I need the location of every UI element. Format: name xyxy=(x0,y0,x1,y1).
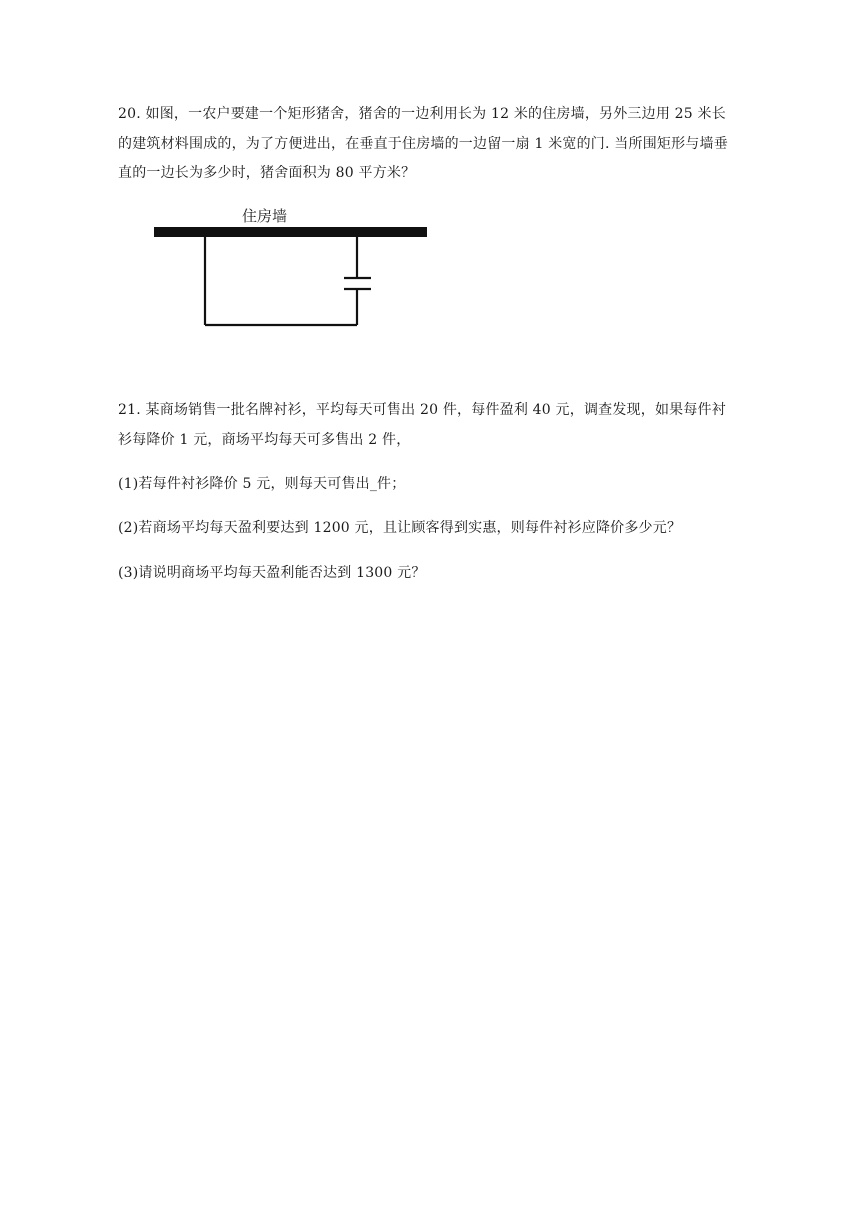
question-21-part-3: (3)请说明商场平均每天盈利能否达到 1300 元？ xyxy=(118,565,426,581)
question-20-text: 20. 如图，一农户要建一个矩形猪舍，猪舍的一边利用长为 12 米的住房墙，另外三边用 25 米长的建筑材料围成的，为了方便进出，在垂直于住房墙的一边留一扇 1 米宽的门. 当所围矩形与墙垂直的一边长为多少时，猪舍面积为 80 平方米？ xyxy=(118,106,728,181)
pigsty-diagram xyxy=(148,200,438,335)
wall-label: 住房墙 xyxy=(242,207,288,225)
question-21-part-2: (2)若商场平均每天盈利要达到 1200 元，且让顾客得到实惠，则每件衬衫应降价多少元？ xyxy=(118,520,682,536)
question-21 xyxy=(118,395,740,581)
house-wall xyxy=(154,227,427,237)
question-21-part-1: (1)若每件衬衫降价 5 元，则每天可售出_件； xyxy=(118,476,406,492)
question-21-stem: 21. 某商场销售一批名牌衬衫，平均每天可售出 20 件，每件盈利 40 元，调查发现，如果每件衬衫每降价 1 元，商场平均每天可多售出 2 件， xyxy=(118,402,726,448)
